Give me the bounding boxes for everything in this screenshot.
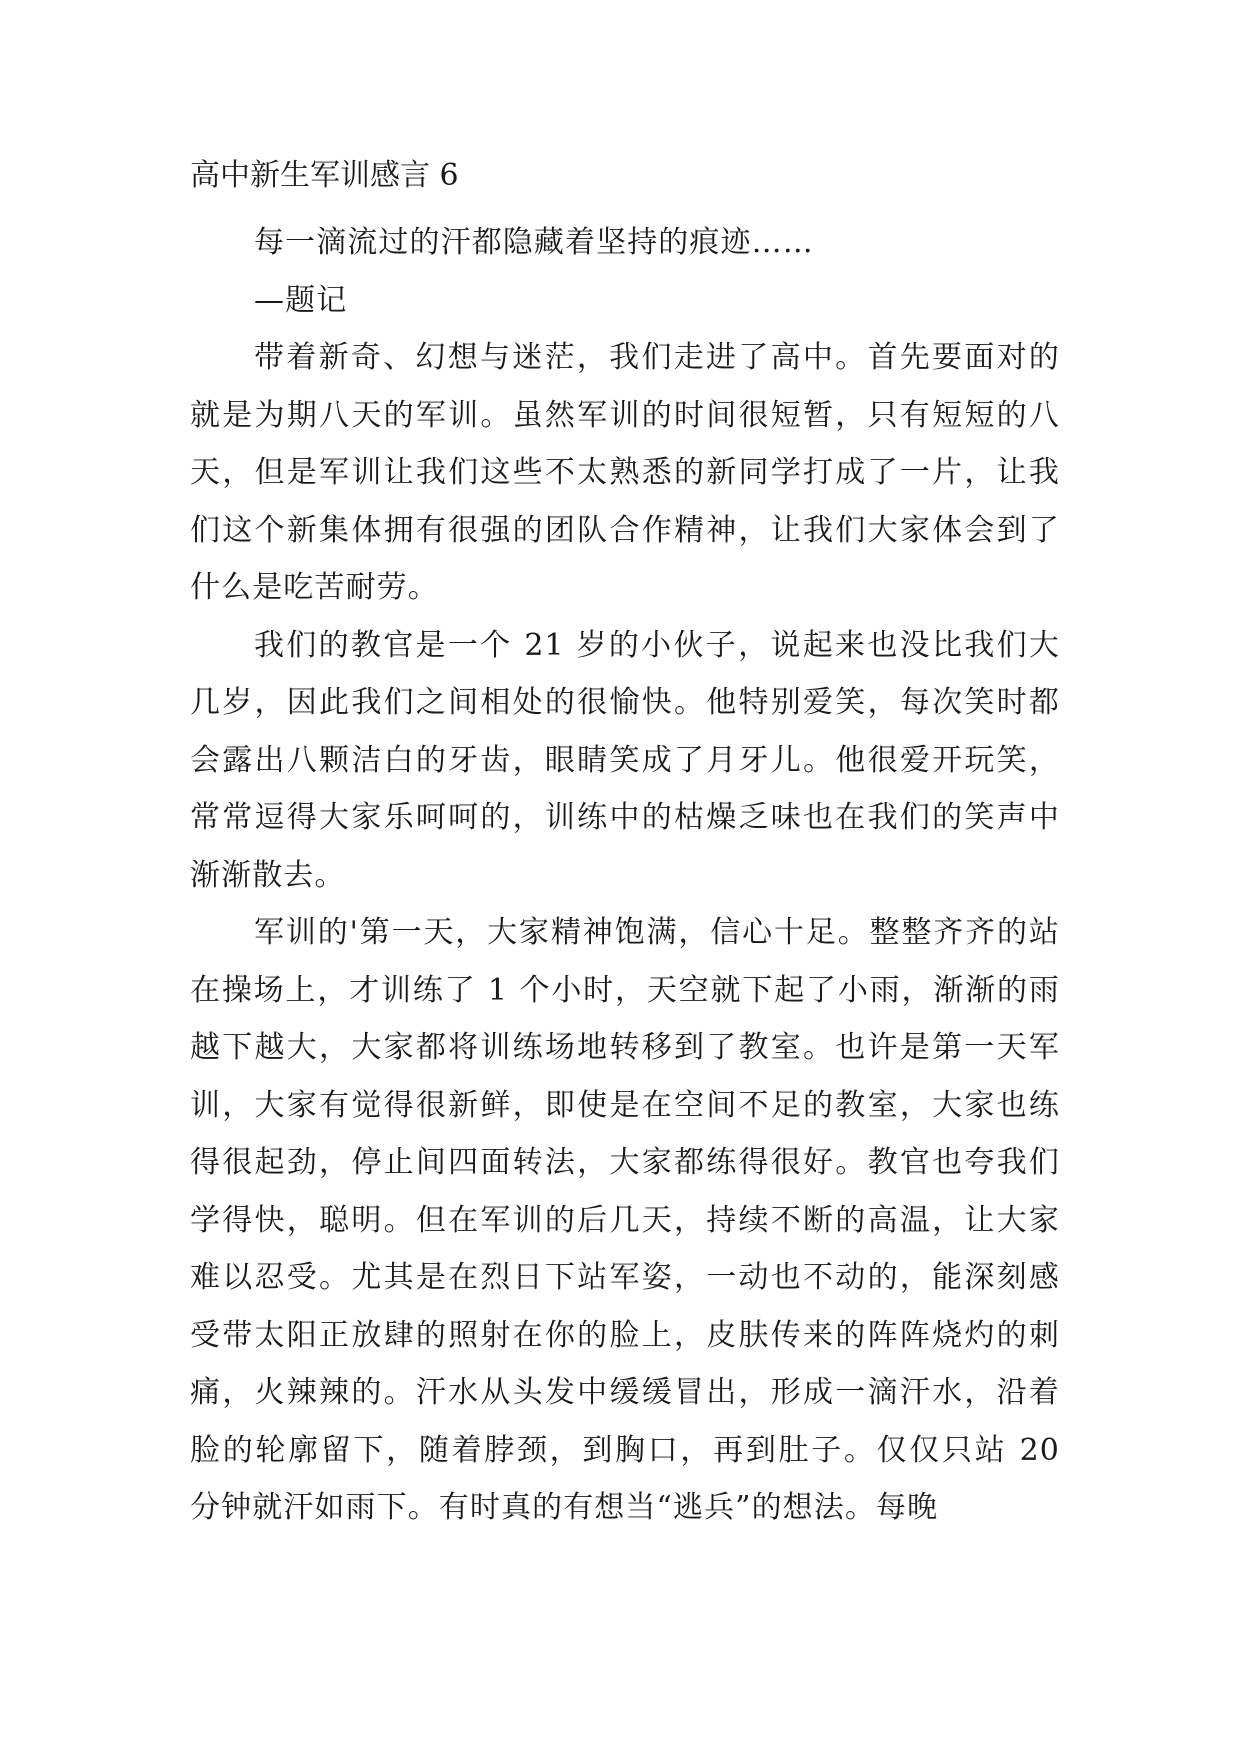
document-title: 高中新生军训感言 6 [190, 158, 459, 193]
body-paragraph: 军训的'第一天，大家精神饱满，信心十足。整整齐齐的站在操场上，才训练了 1 个小时，天空就下起了小雨，渐渐的雨越下越大，大家都将训练场地转移到了教室。也许是第一天军训，大家有觉得很新鲜，即使是在空间不足的教室，大家也练得很起劲，停止间四面转法，大家都练得很好。教官也夸我们学得快，聪明。但在军训的后几天，持续不断的高温，让大家难以忍受。尤其是在烈日下站军姿，一动也不动的，能深刻感受带太阳正放肆的照射在你的脸上，皮肤传来的阵阵烧灼的刺痛，火辣辣的。汗水从头发中缓缓冒出，形成一滴汗水，沿着脸的轮廓留下，随着脖颈，到胸口，再到肚子。仅仅只站 20 分钟就汗如雨下。有时真的有想当“逃兵”的想法。每晚 [190, 915, 1060, 1525]
epigraph-attribution: —题记 [254, 282, 348, 318]
epigraph-line: 每一滴流过的汗都隐藏着坚持的痕迹…… [254, 225, 814, 260]
document-body [190, 214, 1060, 1537]
body-paragraph: 我们的教官是一个 21 岁的小伙子，说起来也没比我们大几岁，因此我们之间相处的很愉快。他特别爱笑，每次笑时都会露出八颗洁白的牙齿，眼睛笑成了月牙儿。他很爱开玩笑，常常逗得大家乐呵呵的，训练中的枯燥乏味也在我们的笑声中渐渐散去。 [190, 627, 1060, 893]
body-paragraph: 带着新奇、幻想与迷茫，我们走进了高中。首先要面对的就是为期八天的军训。虽然军训的时间很短暂，只有短短的八天，但是军训让我们这些不太熟悉的新同学打成了一片，让我们这个新集体拥有很强的团队合作精神，让我们大家体会到了什么是吃苦耐劳。 [190, 340, 1060, 605]
